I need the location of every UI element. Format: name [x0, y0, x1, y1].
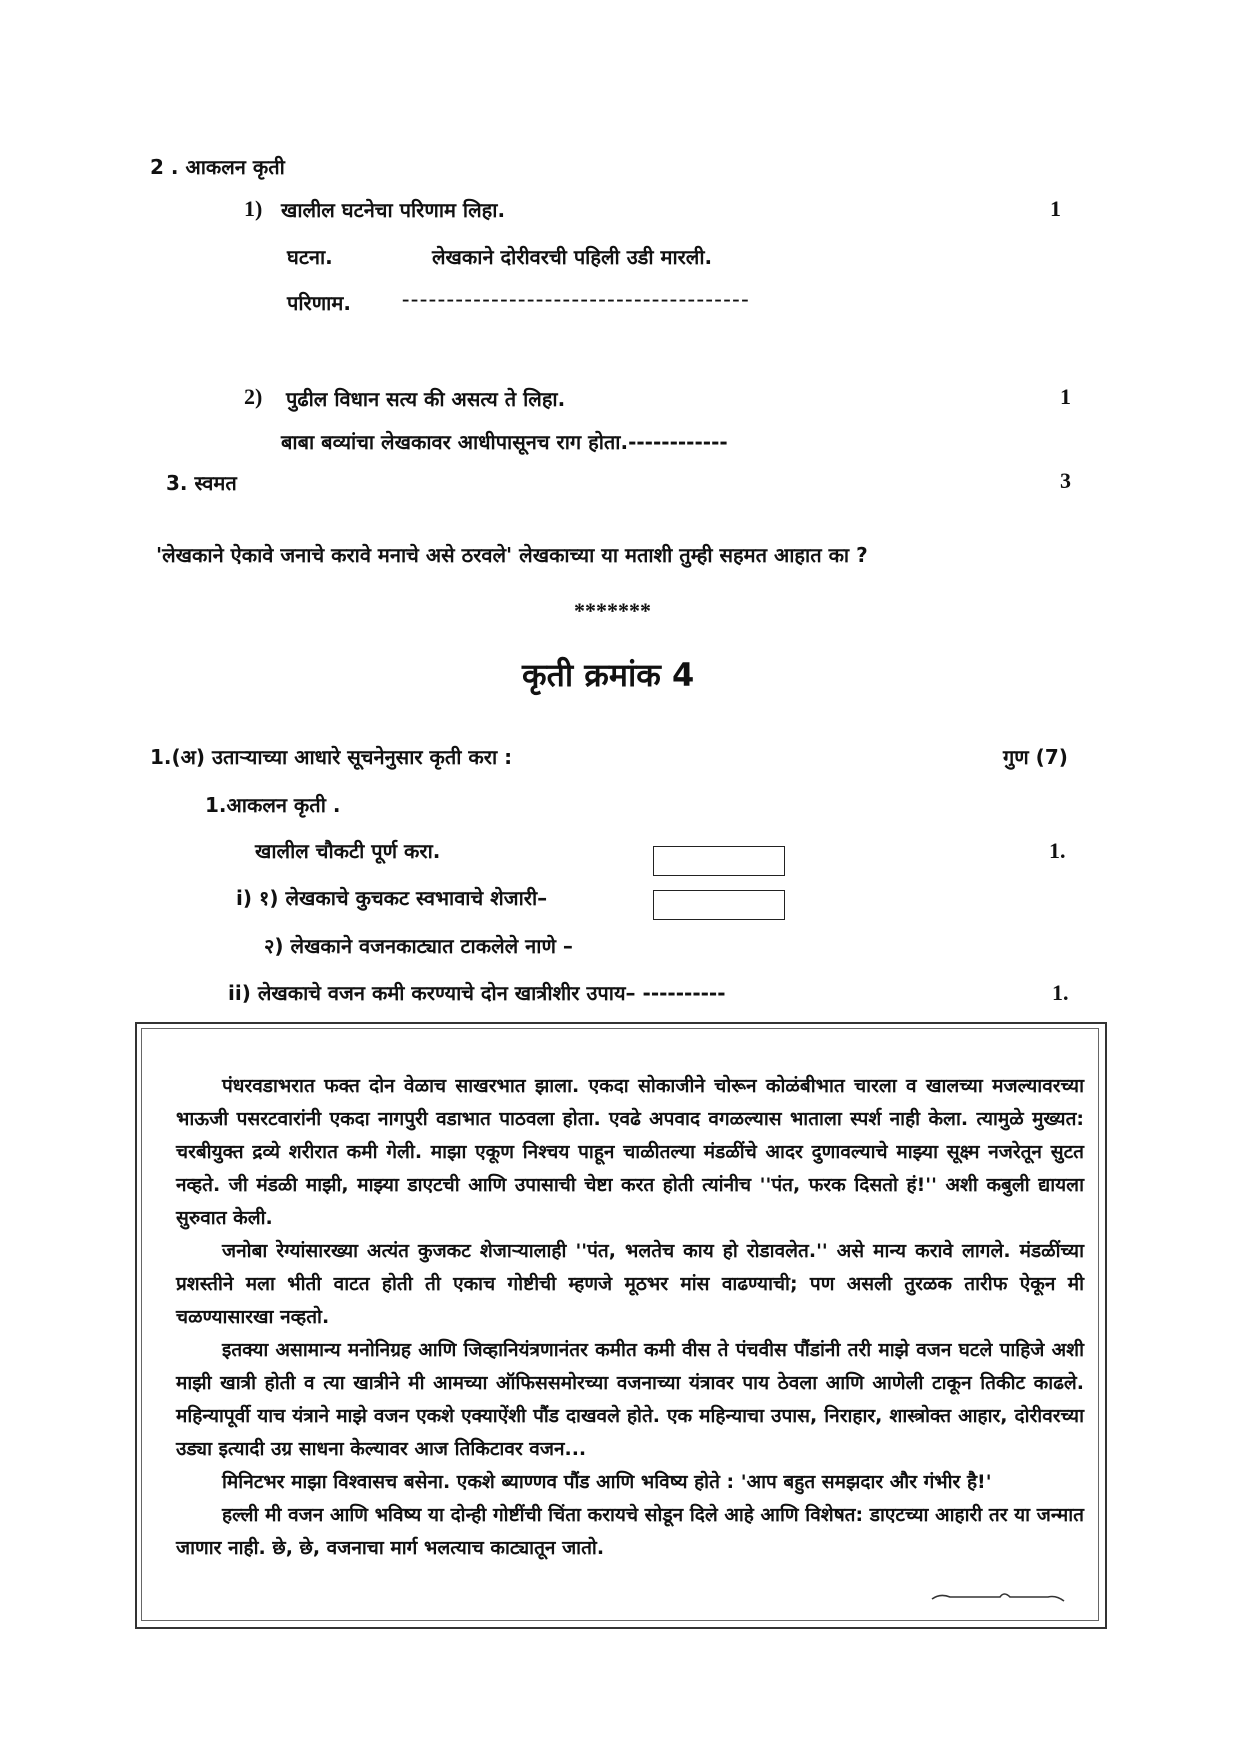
- result-label: परिणाम.: [287, 291, 351, 315]
- passage-paragraph: जनोबा रेग्यांसारख्या अत्यंत कुजकट शेजाऱ्यालाही ''पंत, भलतेच काय हो रोडावलेत.'' असे मान्य करावे लागले. मंडळींच्या प्रशस्तीने मला भीती वाटत होती ती एकाच गोष्टीची म्हणजे मूठभर मांस वाढण्याची; पण असली तुरळक तारीफ ऐकून मी चळण्यासारखा नव्हतो.: [176, 1240, 1084, 1328]
- q4-instruction-marks: 1.: [1049, 838, 1066, 863]
- q4-part-i-2: २) लेखकाने वजनकाट्यात टाकलेले नाणे –: [264, 934, 573, 958]
- answer-box-2[interactable]: [653, 890, 785, 920]
- passage-paragraph: इतक्या असामान्य मनोनिग्रह आणि जिव्हानियंत्रणानंतर कमीत कमी वीस ते पंचवीस पौंडांनी तरी माझे वजन घटले पाहिजे अशी माझी खात्री होती व त्या खात्रीने मी आमच्या ऑफिससमोरच्या वजनाच्या यंत्रावर पाय ठेवला आणि आणेली टाकून तिकीट काढले. महिन्यापूर्वी याच यंत्राने माझे वजन एकशे एक्याऐंशी पौंड दाखवले होते. एक महिन्याचा उपास, निराहार, शास्त्रोक्त आहार, दोरीवरच्या उड्या इत्यादी उग्र साधना केल्यावर आज तिकिटावर वजन...: [176, 1339, 1084, 1460]
- result-answer-blank: ---------------------------------------: [402, 286, 751, 311]
- true-false-statement: बाबा बव्यांचा लेखकावर आधीपासूनच राग होता.------------: [281, 430, 728, 454]
- q2-heading: 2 . आकलन कृती: [150, 155, 285, 179]
- author-signature-mark: [930, 1587, 1070, 1603]
- q4-part-i-1: i) १) लेखकाचे कुचकट स्वभावाचे शेजारी–: [236, 886, 548, 910]
- q3-heading: 3. स्वमत: [166, 471, 237, 495]
- q2-item1-number: 1): [244, 196, 263, 221]
- q2-item2-text: पुढील विधान सत्य की असत्य ते लिहा.: [286, 387, 566, 411]
- q4-heading: 1.(अ) उताऱ्याच्या आधारे सूचनेनुसार कृती करा :: [150, 745, 513, 769]
- q2-item2-number: 2): [244, 384, 263, 409]
- q4-marks: गुण (7): [1003, 745, 1068, 769]
- passage-paragraph: मिनिटभर माझा विश्वासच बसेना. एकशे ब्याण्णव पौंड आणि भविष्य होते : 'आप बहुत समझदार और गंभीर है!': [222, 1471, 992, 1493]
- event-label: घटना.: [287, 245, 333, 269]
- passage-text: [176, 1070, 1084, 1565]
- q4-sub-heading: 1.आकलन कृती .: [205, 793, 341, 817]
- q4-part-ii: ii) लेखकाचे वजन कमी करण्याचे दोन खात्रीशीर उपाय– ----------: [228, 981, 726, 1005]
- separator-stars: *******: [574, 598, 651, 623]
- q2-item1-marks: 1: [1050, 196, 1061, 221]
- passage-paragraph: पंधरवडाभरात फक्त दोन वेळाच साखरभात झाला. एकदा सोकाजीने चोरून कोळंबीभात चारला व खालच्या मजल्यावरच्या भाऊजी पसरटवारांनी एकदा नागपुरी वडाभात पाठवला होता. एवढे अपवाद वगळल्यास भाताला स्पर्श नाही केला. त्यामुळे मुख्यत: चरबीयुक्त द्रव्ये शरीरात कमी गेली. माझा एकूण निश्चय पाहून चाळीतल्या मंडळींचे आदर दुणावल्याचे माझ्या सूक्ष्म नजरेतून सुटत नव्हते. जी मंडळी माझी, माझ्या डाएटची आणि उपासाची चेष्टा करत होती त्यांनीच ''पंत, फरक दिसतो हं!'' अशी कबुली द्यायला सुरुवात केली.: [176, 1075, 1084, 1229]
- q2-item2-marks: 1: [1060, 384, 1071, 409]
- q3-question: 'लेखकाने ऐकावे जनाचे करावे मनाचे असे ठरवले' लेखकाच्या या मताशी तुम्ही सहमत आहात का ?: [156, 543, 868, 567]
- q3-marks: 3: [1060, 468, 1071, 493]
- answer-box-1[interactable]: [653, 846, 785, 876]
- q2-item1-text: खालील घटनेचा परिणाम लिहा.: [281, 198, 506, 222]
- q4-instruction: खालील चौकटी पूर्ण करा.: [255, 839, 441, 863]
- event-text: लेखकाने दोरीवरची पहिली उडी मारली.: [432, 245, 713, 269]
- passage-paragraph: हल्ली मी वजन आणि भविष्य या दोन्ही गोष्टींची चिंता करायचे सोडून दिले आहे आणि विशेषत: डाएटच्या आहारी तर या जन्मात जाणार नाही. छे, छे, वजनाचा मार्ग भलत्याच काट्यातून जातो.: [176, 1504, 1084, 1559]
- section-title: कृती क्रमांक 4: [522, 656, 695, 694]
- q4-part-ii-marks: 1.: [1052, 980, 1069, 1005]
